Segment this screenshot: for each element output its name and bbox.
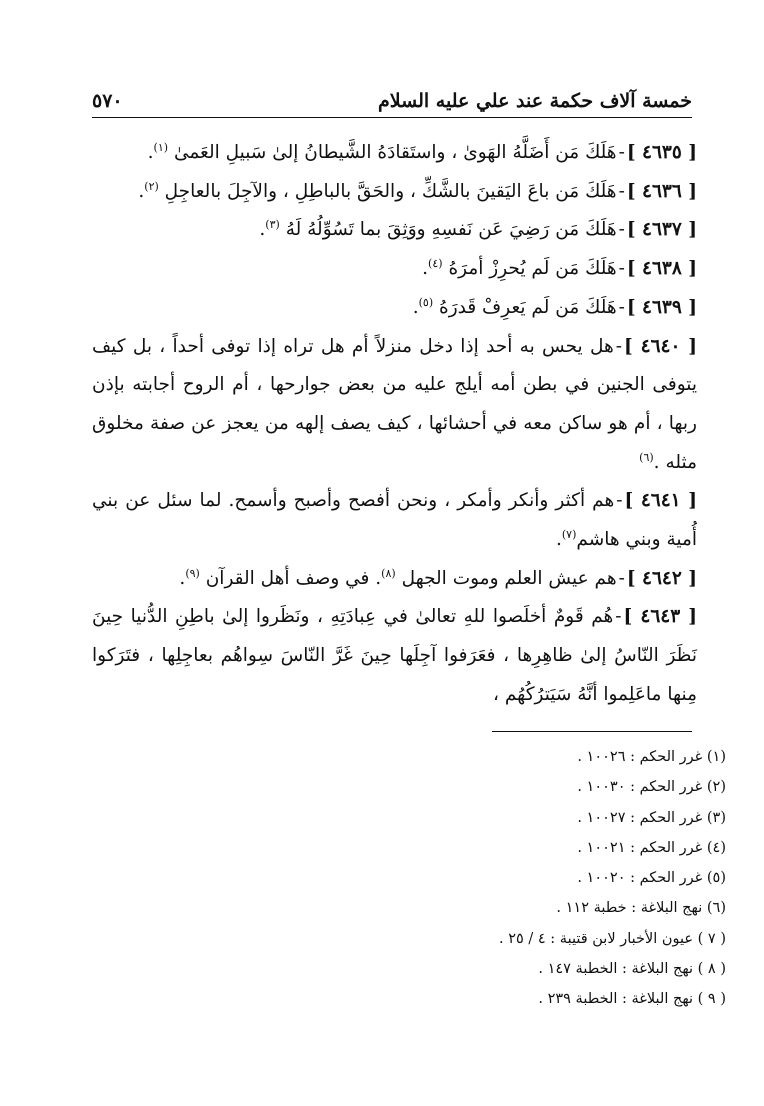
footnote-ref[interactable]: (٩) <box>185 566 200 580</box>
footnote-ref[interactable]: (٣) <box>265 218 280 232</box>
saying-number: [ ٤٦٤٠ ] <box>624 335 697 357</box>
saying-tail: . <box>138 180 145 202</box>
header-rule <box>92 117 692 118</box>
saying-4642: [ ٤٦٤٢ ]-هم عيش العلم وموت الجهل $^{(٨)}$. في وصف أهل القرآن $^{(٩)}$. <box>179 566 697 589</box>
footnote-rule <box>492 731 692 732</box>
saying-text: هل يحس به أحد إذا دخل منزلاً أم هل تراه إذا توفى أحداً ، بل كيف يتوفى الجنين في بطن أمه أيلج عليه من بعض جوارحها ، أم الروح أجابته بإذن ربها ، أم هو ساكن معه في أحشائها ، كيف يصف إلهه من يعجز عن صفة مخلوق مثله <box>92 335 697 473</box>
saying-number: [ ٤٦٣٨ ] <box>626 258 697 280</box>
footnote-8: ( ٨ ) نهج البلاغة : الخطبة ١٤٧ . <box>538 961 726 978</box>
saying-tail: . <box>147 142 154 163</box>
footnote-1: (١) غرر الحكم : ١٠٠٢٦ . <box>577 749 726 765</box>
saying-text: هَلَكَ مَن أَضَلَّهُ الهَوىٰ ، واستَقادَهُ الشَّيطانُ إلىٰ سَبيلِ العَمىٰ <box>173 142 617 163</box>
saying-tail: . <box>179 567 186 589</box>
page-header <box>92 80 692 112</box>
footnote-3: (٣) غرر الحكم : ١٠٠٢٧ . <box>577 809 726 826</box>
footnote-5: (٥) غرر الحكم : ١٠٠٢٠ . <box>577 870 726 887</box>
footnote-ref[interactable]: (٥) <box>418 295 434 309</box>
footnotes <box>380 742 726 1015</box>
page-number: ٥٧٠ <box>92 90 123 112</box>
footnote-ref[interactable]: (٢) <box>144 179 159 193</box>
saying-tail: . <box>412 296 419 318</box>
footnote-6: (٦) نهج البلاغة : خطبة ١١٢ . <box>556 900 726 917</box>
saying-text: هَلَكَ مَن باعَ اليَقينَ بالشَّكِّ ، والحَقَّ بالباطِلِ ، والآجِلَ بالعاجِلِ <box>164 180 617 202</box>
saying-number: [ ٤٦٤٣ ] <box>623 606 698 628</box>
saying-4639: [ ٤٦٣٩ ]-هَلَكَ مَن لَم يَعرِفْ قَدرَهُ $^{(٥)}$. <box>412 295 697 318</box>
saying-text: هَلَكَ مَن لَم يُحرِزْ أمرَهُ <box>448 258 617 280</box>
saying-tail: . <box>653 451 660 473</box>
saying-number: [ ٤٦٣٧ ] <box>626 219 697 241</box>
saying-tail: . <box>259 219 266 241</box>
saying-number: [ ٤٦٣٥ ] <box>626 142 697 163</box>
saying-text: هم عيش العلم وموت الجهل <box>401 567 617 589</box>
saying-4643: [ ٤٦٤٣ ]-هُم قَومٌ أخلَصوا للهِ تعالىٰ في عِبادَتِهِ ، ونَظَروا إلىٰ باطِنِ الدُّنيا حِينَ نَظَرَ النّاسُ إلىٰ ظاهِرِها ، فعَرَفوا آجِلَها حِينَ غَرَّ النّاسَ سِواهُم بعاجِلِها ، فتَرَكوا مِنها ماعَلِموا أنَّهُ سَيَترُكُهُم ، <box>92 606 698 705</box>
saying-text: هَلَكَ مَن لَم يَعرِفْ قَدرَهُ <box>439 296 617 318</box>
saying-4641: [ ٤٦٤١ ]-هم أكثر وأنكر وأمكر ، ونحن أفصح وأصبح وأسمح. لما سئل عن بني أُمية وبني هاشم$^{(٧)}$. <box>92 490 697 551</box>
saying-4638: [ ٤٦٣٨ ]-هَلَكَ مَن لَم يُحرِزْ أمرَهُ $^{(٤)}$. <box>422 256 697 280</box>
saying-number: [ ٤٦٤٢ ] <box>626 567 697 589</box>
saying-text: هَلَكَ مَن رَضِيَ عَن نَفسِهِ ووَثِقَ بما تَسُوِّلُهُ لَهُ <box>285 219 617 241</box>
footnote-ref[interactable]: (٨) <box>381 566 396 580</box>
saying-text: هُم قَومٌ أخلَصوا للهِ تعالىٰ في عِبادَتِهِ ، ونَظَروا إلىٰ باطِنِ الدُّنيا حِينَ نَظَرَ النّاسُ إلىٰ ظاهِرِها ، فعَرَفوا آجِلَها حِينَ غَرَّ النّاسَ سِواهُم بعاجِلِها ، فتَرَكوا مِنها ماعَلِموا أنَّهُ سَيَترُكُهُم ، <box>92 606 697 705</box>
saying-number: [ ٤٦٣٩ ] <box>626 296 697 318</box>
footnote-7: ( ٧ ) عيون الأخبار لابن قتيبة : ٤ / ٢٥ . <box>499 930 726 947</box>
footnote-4: (٤) غرر الحكم : ١٠٠٢١ . <box>577 839 726 856</box>
saying-text-context: . في وصف أهل القرآن <box>205 567 382 589</box>
footnote-ref[interactable]: (٤) <box>428 256 443 270</box>
footnote-ref[interactable]: (١) <box>153 140 169 154</box>
footnote-ref[interactable]: (٧) <box>561 527 577 541</box>
running-title: خمسة آلاف حكمة عند علي عليه السلام <box>378 90 692 112</box>
saying-tail: . <box>422 258 429 280</box>
saying-tail: . <box>555 529 562 551</box>
saying-4636: [ ٤٦٣٦ ]-هَلَكَ مَن باعَ اليَقينَ بالشَّكِّ ، والحَقَّ بالباطِلِ ، والآجِلَ بالعاجِلِ $^{(٢)}$. <box>138 179 697 202</box>
saying-number: [ ٤٦٣٦ ] <box>626 180 697 202</box>
footnote-ref[interactable]: (٦) <box>639 450 654 464</box>
saying-4635: [ ٤٦٣٥ ]-هَلَكَ مَن أَضَلَّهُ الهَوىٰ ، واستَقادَهُ الشَّيطانُ إلىٰ سَبيلِ العَمىٰ $^{(١)}$. <box>147 140 697 163</box>
sayings-body <box>92 134 697 715</box>
footnote-9: ( ٩ ) نهج البلاغة : الخطبة ٢٣٩ . <box>538 991 726 1008</box>
saying-4637: [ ٤٦٣٧ ]-هَلَكَ مَن رَضِيَ عَن نَفسِهِ ووَثِقَ بما تَسُوِّلُهُ لَهُ $^{(٣)}$. <box>259 218 697 241</box>
footnote-2: (٢) غرر الحكم : ١٠٠٣٠ . <box>577 779 726 796</box>
saying-4640: [ ٤٦٤٠ ]-هل يحس به أحد إذا دخل منزلاً أم هل تراه إذا توفى أحداً ، بل كيف يتوفى الجنين في بطن أمه أيلج عليه من بعض جوارحها ، أم الروح أجابته بإذن ربها ، أم هو ساكن معه في أحشائها ، كيف يصف إلهه من يعجز عن صفة مخلوق مثله .$^{(٦)}$ <box>92 335 697 473</box>
saying-number: [ ٤٦٤١ ] <box>624 490 697 512</box>
saying-text: هم أكثر وأنكر وأمكر ، ونحن أفصح وأصبح وأسمح. لما سئل عن بني أُمية وبني هاشم <box>92 490 697 551</box>
